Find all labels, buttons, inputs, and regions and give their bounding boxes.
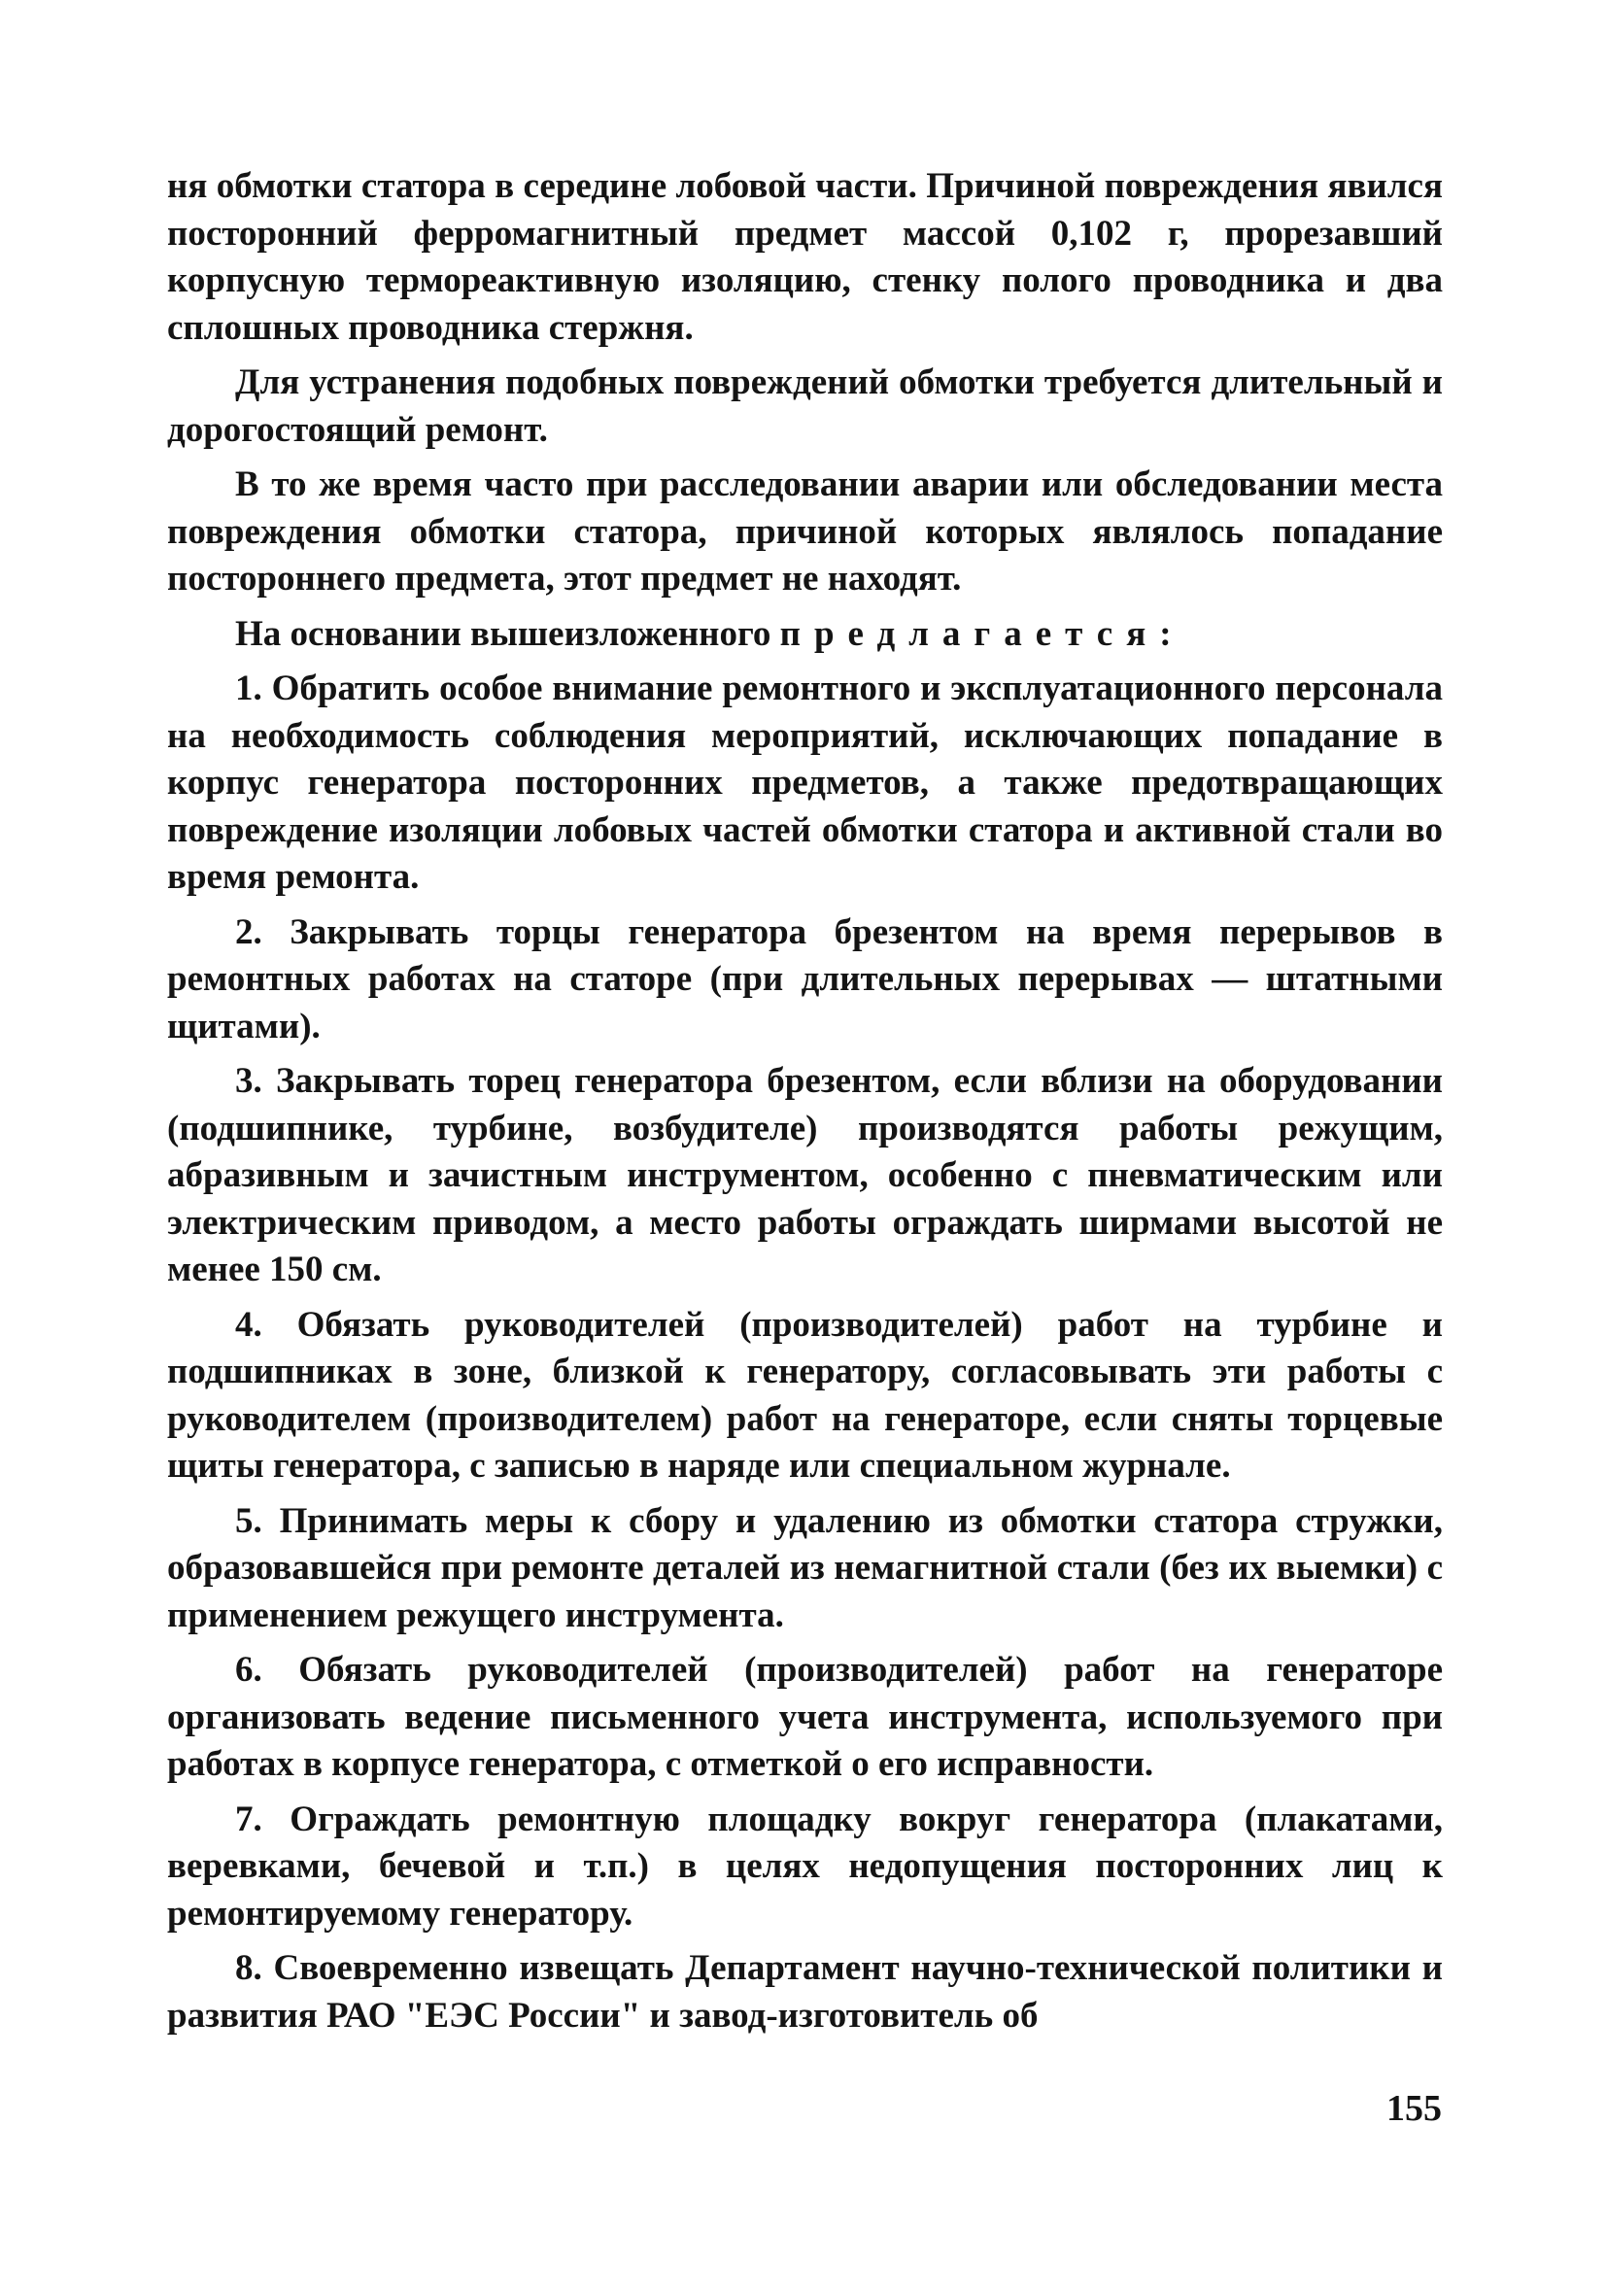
list-item-text: Закрывать торцы генератора брезентом на время перерывов в ремонтных работах на статоре (при длительных перерывах — штатными щитами). <box>167 911 1443 1046</box>
list-item-number: 5. <box>235 1500 262 1541</box>
list-item-text: Обязать руководителей (производителей) работ на турбине и подшипниках в зоне, близкой к генератору, согласовывать эти работы с руководителем (производителем) работ на генераторе, если сняты торцевые щиты генератора, с записью в наряде или специальном журнале. <box>167 1304 1443 1486</box>
paragraph-repair: Для устранения подобных повреждений обмотки требуется длительный и дорогостоящий ремонт. <box>167 362 1443 450</box>
list-item-text: Ограждать ремонтную площадку вокруг генератора (плакатами, веревками, бечевой и т.п.) в целях недопущения посторонних лиц к ремонтируемому генератору. <box>167 1799 1443 1934</box>
paragraph-proposal-lead <box>167 611 1443 659</box>
proposal-colon: : <box>1159 613 1172 654</box>
page-number: 155 <box>1386 2088 1442 2129</box>
paragraph-investigation: В то же время часто при расследовании аварии или обследовании места повреждения обмотки статора, причиной которых являлось попадание постороннего предмета, этот предмет не находят. <box>167 464 1443 599</box>
list-item <box>167 909 1443 1051</box>
paragraph-continuation: ня обмотки статора в середине лобовой части. Причиной повреждения явился посторонний ферромагнитный предмет массой 0,102 г, прорезавший корпусную термореактивную изоляцию, стенку полого проводника и два сплошных проводника стержня. <box>167 166 1443 348</box>
list-item-number: 3. <box>235 1061 262 1101</box>
list-item <box>167 1797 1443 1938</box>
list-item-text: Своевременно извещать Департамент научно-технической политики и развития РАО "ЕЭС России" и завод-изготовитель об <box>167 1948 1443 2036</box>
list-item-number: 7. <box>235 1799 262 1839</box>
list-item <box>167 1058 1443 1294</box>
list-item-text: Обязать руководителей (производителей) работ на генераторе организовать ведение письменного учета инструмента, используемого при работах в корпусе генератора, с отметкой о его исправности. <box>167 1650 1443 1784</box>
list-item <box>167 666 1443 902</box>
list-item-number: 1. <box>235 668 262 708</box>
list-item-number: 2. <box>235 911 262 952</box>
list-item-number: 6. <box>235 1650 262 1690</box>
list-item <box>167 1302 1443 1491</box>
list-item-text: Закрывать торец генератора брезентом, если вблизи на оборудовании (подшипнике, турбине, возбудителе) производятся работы режущим, абразивным и зачистным инструментом, особенно с пневматическим или электрическим приводом, а место работы ограждать ширмами высотой не менее 150 см. <box>167 1061 1443 1289</box>
list-item-text: Принимать меры к сбору и удалению из обмотки статора стружки, образовавшейся при ремонте деталей из немагнитной стали (без их выемки) с применением режущего инструмента. <box>167 1500 1443 1635</box>
list-item-text: Обратить особое внимание ремонтного и эксплуатационного персонала на необходимость соблюдения мероприятий, исключающих попадание в корпус генератора посторонних предметов, а также предотвращающих повреждение изоляции лобовых частей обмотки статора и активной стали во время ремонта. <box>167 668 1443 897</box>
body-text <box>167 163 1443 2047</box>
list-item-number: 4. <box>235 1304 262 1345</box>
list-item <box>167 1498 1443 1640</box>
proposal-spaced-word: предлагается <box>779 613 1160 654</box>
proposal-lead-text: На основании вышеизложенного <box>235 613 780 654</box>
list-item-number: 8. <box>235 1948 262 1988</box>
list-item <box>167 1647 1443 1789</box>
list-item <box>167 1945 1443 2039</box>
